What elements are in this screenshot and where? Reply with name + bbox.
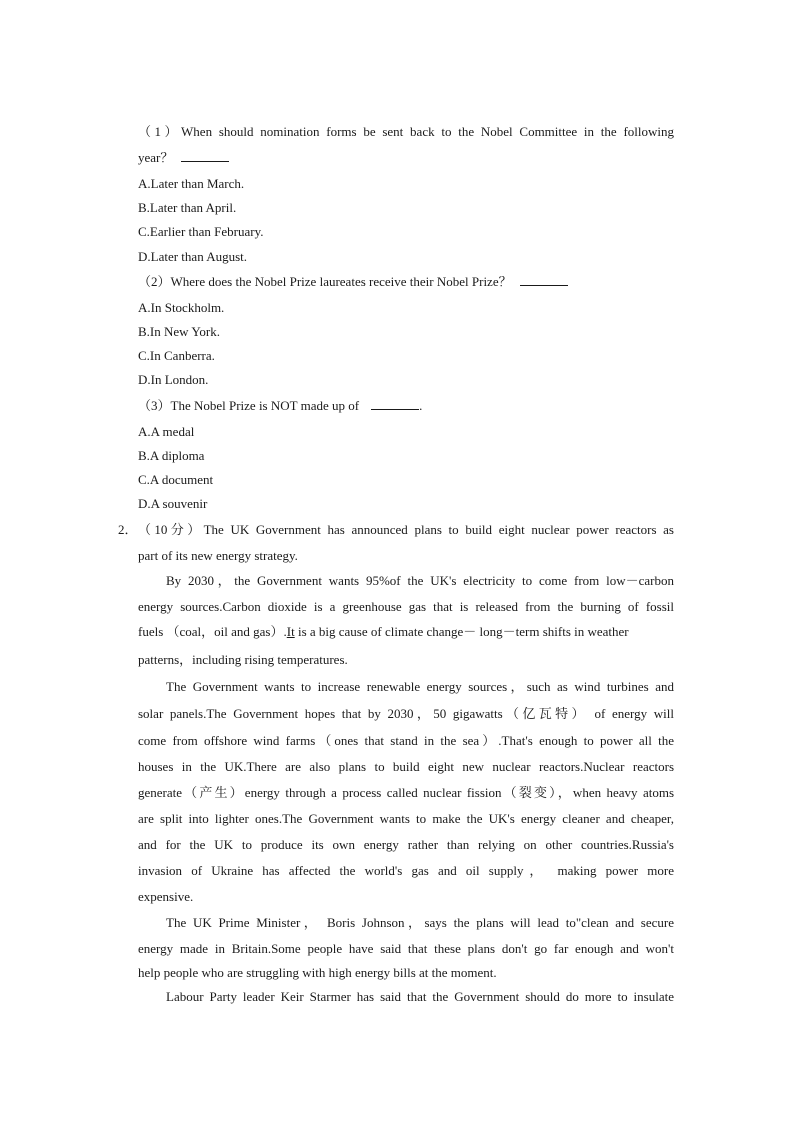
p2-line3: come from offshore wind farms（ones that stand in the sea）.That's enough to power all the	[138, 733, 674, 748]
p1-line2: energy sources.Carbon dioxide is a greenhouse gas that is released from the burning of fossil	[138, 599, 674, 614]
q3-option-c: C.A document	[138, 472, 214, 487]
p2-line1: The Government wants to increase renewable energy sources，such as wind turbines and	[166, 679, 674, 694]
p4-line1: Labour Party leader Keir Starmer has said that the Government should do more to insulate	[166, 989, 674, 1004]
p2-line7: and for the UK to produce its own energy rather than relying on other countries.Russia's	[138, 837, 674, 852]
q1-stem-line1: （1）When should nomination forms be sent back to the Nobel Committee in the following	[138, 124, 674, 139]
q3-stem: （3）The Nobel Prize is NOT made up of	[138, 398, 360, 413]
p2-line9: expensive.	[138, 889, 194, 904]
q2-option-c: C.In Canberra.	[138, 348, 215, 363]
q3-stem-line	[138, 398, 674, 414]
q3-stem-end: .	[419, 398, 423, 413]
p1-line4: patterns，including rising temperatures.	[138, 652, 348, 667]
q3-option-b: B.A diploma	[138, 448, 205, 463]
p1-line3-part2: is a big cause of climate change－ long－term shifts in weather	[294, 624, 629, 639]
q3-option-a: A.A medal	[138, 424, 195, 439]
q2-stem-line	[138, 274, 674, 290]
underlined-pronoun-it: It	[286, 624, 295, 639]
passage2-intro-line2: part of its new energy strategy.	[138, 548, 298, 563]
p2-line5: generate（产生）energy through a process called nuclear fission（裂变），when heavy atoms	[138, 785, 674, 800]
p1-line1: By 2030，the Government wants 95%of the UK's electricity to come from low－carbon	[166, 573, 674, 588]
p2-line8: invasion of Ukraine has affected the world's gas and oil supply， making power more	[138, 863, 674, 878]
p3-line2: energy made in Britain.Some people have said that these plans don't go far enough and won't	[138, 941, 674, 956]
p3-line1: The UK Prime Minister， Boris Johnson，says the plans will lead to"clean and secure	[166, 915, 674, 930]
q1-option-a: A.Later than March.	[138, 176, 245, 191]
q1-option-d: D.Later than August.	[138, 249, 248, 264]
p2-line2: solar panels.The Government hopes that by 2030，50 gigawatts（亿瓦特） of energy will	[138, 706, 674, 721]
q1-stem-line2	[138, 150, 674, 166]
q3-option-d: D.A souvenir	[138, 496, 208, 511]
q3-answer-blank[interactable]	[371, 398, 419, 410]
q1-option-c: C.Earlier than February.	[138, 224, 264, 239]
q2-answer-blank[interactable]	[520, 274, 568, 286]
passage2-intro: （10分）The UK Government has announced plans to build eight nuclear power reactors as	[138, 522, 674, 537]
q1-answer-blank[interactable]	[181, 150, 229, 162]
q1-option-b: B.Later than April.	[138, 200, 237, 215]
p2-line4: houses in the UK.There are also plans to build eight new nuclear reactors.Nuclear reactors	[138, 759, 674, 774]
q2-option-b: B.In New York.	[138, 324, 220, 339]
passage2-intro-line1	[118, 522, 674, 538]
p1-line3	[138, 624, 674, 640]
q2-option-a: A.In Stockholm.	[138, 300, 225, 315]
p2-line6: are split into lighter ones.The Government wants to make the UK's energy cleaner and cheaper,	[138, 811, 674, 826]
q2-option-d: D.In London.	[138, 372, 209, 387]
p1-line3-part1: fuels （coal，oil and gas）.	[138, 624, 287, 639]
p3-line3: help people who are struggling with high energy bills at the moment.	[138, 965, 497, 980]
question-number: 2．	[118, 522, 138, 537]
q1-stem-end: year？	[138, 150, 174, 165]
q2-stem: （2）Where does the Nobel Prize laureates receive their Nobel Prize？	[138, 274, 512, 289]
